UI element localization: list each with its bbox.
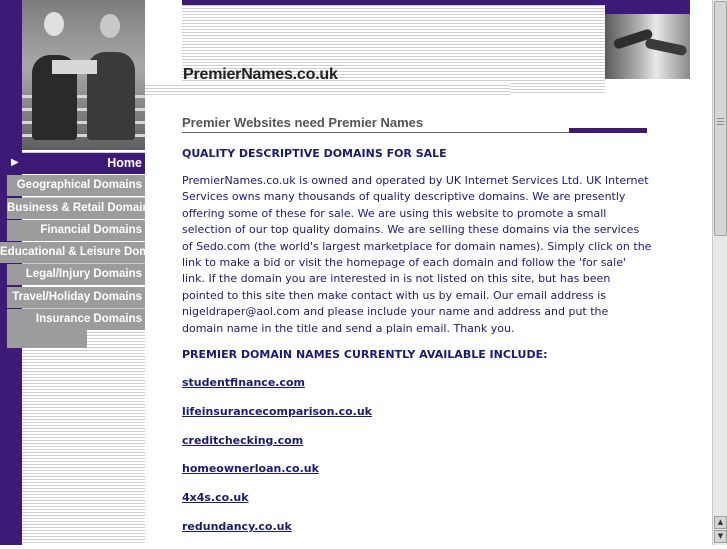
nav-item-geographical-domains[interactable]: Geographical Domains — [7, 175, 145, 196]
vertical-scrollbar[interactable] — [712, 0, 727, 545]
scrollbar-thumb[interactable] — [714, 1, 727, 236]
nav-item-business-retail-domains[interactable]: Business & Retail Domains — [7, 198, 145, 219]
nav-item-insurance-domains[interactable]: Insurance Domains — [7, 309, 145, 330]
site-logo[interactable]: PremierNames.co.uk — [183, 66, 338, 83]
header-gap — [145, 0, 182, 95]
nav-arrow-icon: ▶ — [11, 157, 19, 168]
scroll-up-arrow-icon[interactable]: ▲ — [714, 516, 727, 529]
page-tagline: Premier Websites need Premier Names — [182, 115, 424, 130]
section-heading-available-domains: PREMIER DOMAIN NAMES CURRENTLY AVAILABLE INCLUDE: — [182, 348, 548, 362]
tagline-divider — [182, 132, 569, 133]
nav-filler-block — [7, 327, 87, 348]
header-photo-businessmen — [22, 0, 145, 150]
section-heading-quality-domains: QUALITY DESCRIPTIVE DOMAINS FOR SALE — [182, 147, 447, 160]
domain-list — [182, 376, 652, 533]
header-photo-handshake — [605, 14, 690, 79]
domain-link-studentfinance[interactable]: studentfinance.com — [182, 376, 305, 390]
domain-link-redundancy[interactable]: redundancy.co.uk — [182, 520, 292, 534]
header-top-bar-right — [605, 0, 690, 14]
logo-underline-stripes — [145, 83, 510, 95]
nav-item-legal-injury-domains[interactable]: Legal/Injury Domains — [7, 264, 145, 285]
main-content — [182, 147, 652, 549]
sidebar-nav — [0, 153, 173, 331]
nav-item-financial-domains[interactable]: Financial Domains — [7, 220, 145, 241]
tagline-accent-bar — [569, 128, 647, 133]
scroll-down-arrow-icon[interactable]: ▼ — [714, 530, 727, 543]
nav-item-home[interactable]: Home — [22, 153, 145, 174]
domain-link-homeownerloan[interactable]: homeownerloan.co.uk — [182, 462, 319, 476]
domain-link-lifeinsurancecomparison[interactable]: lifeinsurancecomparison.co.uk — [182, 404, 372, 418]
domain-link-creditchecking[interactable]: creditchecking.com — [182, 433, 304, 447]
intro-paragraph: PremierNames.co.uk is owned and operated by UK Internet Services Ltd. UK Internet Services owns many thousands of quality descriptive domains. We are presently offering some of these for sale. We are using this website to promote a small selection of our top quality domains. We are selling these domains via the services of Sedo.com (the world's largest marketplace for domain names). Simply click on the link to make a bid or visit the homepage of each domain and follow the 'for sale' link. If the domain you are interested in is not listed on this site, but has been pointed to this site then make contact with us by email. Our email address is nigeldraper@aol.com and please include your name and address and put the domain name in the title and send a plain email. Thank you. — [182, 174, 652, 335]
domain-link-4x4s[interactable]: 4x4s.co.uk — [182, 491, 249, 505]
nav-item-educational-leisure-domains[interactable]: Educational & Leisure Domains — [0, 242, 145, 263]
nav-item-travel-holiday-domains[interactable]: Travel/Holiday Domains — [7, 287, 145, 308]
